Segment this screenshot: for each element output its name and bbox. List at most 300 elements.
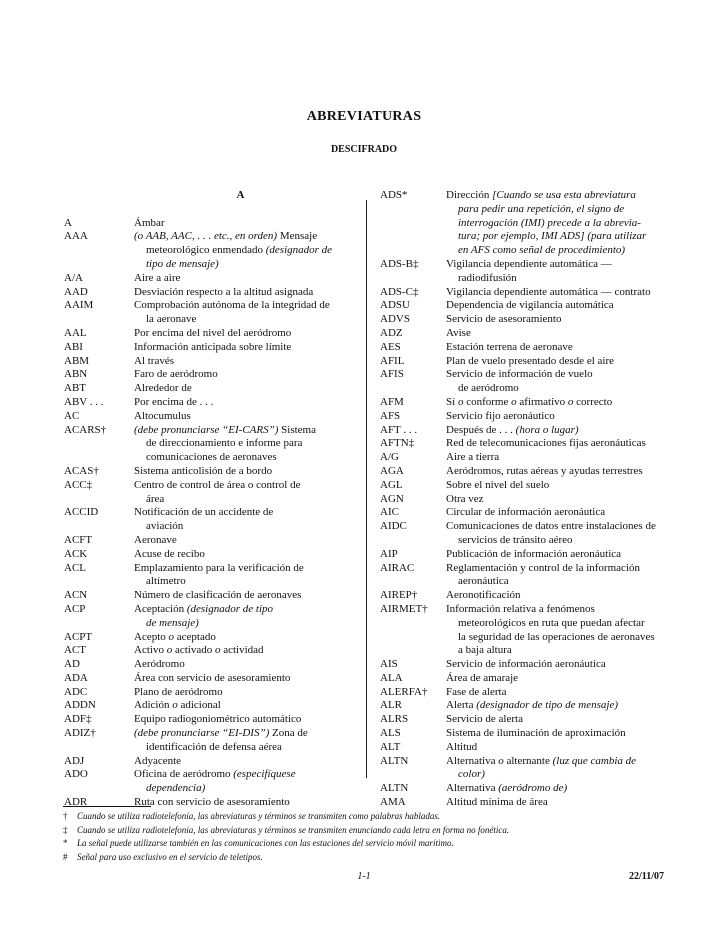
page-date: 22/11/07 [628,871,664,882]
italic-text: de mensaje) [146,616,199,629]
definition-line [446,617,665,631]
text: Ámbar [134,216,165,229]
abbreviation-term: ADC [64,685,88,698]
text: alternante [503,754,553,767]
abbreviation-term: ACN [64,589,88,602]
definition-line [446,575,665,589]
spacer [64,203,347,217]
abbreviation-definition [134,396,347,410]
definition-line [446,437,665,451]
definition-line [134,617,347,631]
abbreviation-entry [64,286,347,300]
text: Alrededor de [134,382,192,395]
definition-line [446,603,665,617]
italic-text: tipo de mensaje) [146,257,219,270]
definition-line [446,203,665,217]
abbreviation-definition [134,299,347,327]
abbreviation-definition [134,465,347,479]
abbreviation-definition [134,672,347,686]
definition-line [134,796,347,810]
page-number: 1-1 [357,871,371,882]
abbreviation-entry [64,299,347,327]
text: Faro de aeródromo [134,368,218,381]
footnote-text: La señal puede utilizarse también en las comunicaciones con las estaciones del servicio móvil marítimo. [77,838,454,848]
text: Equipo radiogoniométrico automático [134,713,302,726]
text: Dirección [446,189,493,201]
abbreviation-term: AC [64,409,80,422]
text: Aeronave [134,533,177,546]
abbreviation-entry [64,713,347,727]
abbreviation-definition [134,562,347,590]
text: Alternativa [446,782,499,795]
abbreviation-entry [380,410,665,424]
abbreviation-entry [380,672,665,686]
abbreviation-term: A [64,216,72,229]
text: altímetro [146,575,186,588]
text: Ruta con servicio de asesoramiento [134,796,290,809]
abbreviation-entry [64,603,347,631]
abbreviation-term: AGA [380,464,404,477]
text: Acepto [134,630,169,643]
definition-line [446,424,665,438]
text: la seguridad de las operaciones de aeronaves [458,630,655,643]
text: Servicio fijo aeronáutico [446,409,555,422]
definition-line [446,299,665,313]
abbreviation-entry [64,658,347,672]
abbreviation-entry [64,368,347,382]
abbreviation-entry [380,424,665,438]
definition-line [134,272,347,286]
definition-line [446,782,665,796]
text: aeronáutica [458,575,509,588]
abbreviation-definition [446,520,665,548]
italic-text: o [166,644,173,657]
text: Aire a aire [134,271,181,284]
abbreviation-term: AGN [380,492,404,505]
italic-text: o [511,395,517,408]
abbreviation-definition [446,493,665,507]
definition-line [446,796,665,810]
abbreviation-definition [134,686,347,700]
definition-line [134,713,347,727]
definition-line [446,244,665,258]
abbreviation-entry [380,396,665,410]
abbreviation-definition [134,506,347,534]
abbreviation-term: ALR [380,699,402,712]
text: adicional [177,699,221,712]
abbreviation-definition [446,699,665,713]
definition-line [134,741,347,755]
abbreviation-definition [446,299,665,313]
abbreviation-entry [64,796,347,810]
definition-line [446,631,665,645]
abbreviation-definition [446,562,665,590]
text: Zona de [269,727,308,740]
text: Sí [446,395,458,408]
definition-line [446,355,665,369]
definition-line [134,658,347,672]
abbreviation-term: AAD [64,285,88,298]
abbreviation-term: AFS [380,409,401,422]
abbreviation-definition [446,755,665,783]
text: Información relativa a fenómenos [446,602,595,615]
abbreviation-entry [64,562,347,590]
abbreviation-definition [446,796,665,810]
abbreviation-term: AFM [380,395,404,408]
text: Sistema de iluminación de aproximación [446,727,626,740]
abbreviation-entry [380,589,665,603]
page-title: ABREVIATURAS [306,109,422,124]
definition-line [446,410,665,424]
text: Número de clasificación de aeronaves [134,589,302,602]
abbreviation-entry [380,299,665,313]
italic-text: tura; por ejemplo, IMI ADS] (para utilizar [458,230,647,243]
text: Plan de vuelo presentado desde el aire [446,354,614,367]
abbreviation-term: AAIM [64,299,94,312]
definition-line [446,672,665,686]
abbreviation-term: ALRS [380,713,409,726]
abbreviation-definition [446,286,665,300]
abbreviation-definition [134,644,347,658]
abbreviation-definition [134,534,347,548]
text: Información anticipada sobre límite [134,340,292,353]
italic-text: dependencia) [146,782,206,795]
text: Comunicaciones de datos entre instalaciones de [446,520,656,533]
abbreviation-definition [134,368,347,382]
text: aviación [146,520,184,533]
definition-line [446,741,665,755]
abbreviation-term: AIRAC [380,561,415,574]
abbreviation-entry [64,396,347,410]
definition-line [134,589,347,603]
definition-line [134,727,347,741]
text: Por encima de . . . [134,395,214,408]
abbreviation-definition [134,272,347,286]
abbreviation-entry [64,382,347,396]
definition-line [446,230,665,244]
abbreviation-term: ADZ [380,326,403,339]
definition-line [134,644,347,658]
abbreviation-definition [134,355,347,369]
abbreviation-term: AAL [64,326,87,339]
abbreviation-term: ABI [64,340,83,353]
abbreviation-term: ALTN [380,782,409,795]
italic-text: (debe pronunciarse “EI-CARS”) [134,423,279,436]
abbreviation-definition [446,327,665,341]
italic-text: (hora o lugar) [515,423,579,436]
abbreviation-term: ALTN [380,754,409,767]
definition-line [446,520,665,534]
text: Acuse de recibo [134,547,205,560]
text: Altitud mínima de área [446,796,548,809]
text: Red de telecomunicaciones fijas aeronáuticas [446,437,646,450]
abbreviation-entry [380,603,665,658]
abbreviation-term: AAA [64,230,88,243]
definition-line [134,341,347,355]
abbreviation-entry [64,589,347,603]
definition-line [134,562,347,576]
footnote [63,851,683,865]
abbreviation-definition [446,465,665,479]
footnote [63,810,683,824]
abbreviation-term: AFT . . . [380,423,418,436]
abbreviation-definition [446,727,665,741]
text: Altitud [446,740,478,753]
abbreviation-term: ABN [64,368,88,381]
definition-line [446,272,665,286]
italic-text: o [457,395,464,408]
abbreviation-definition [134,424,347,465]
abbreviation-entry [64,755,347,769]
text: Fase de alerta [446,685,507,698]
text: servicios de tránsito aéreo [458,533,573,546]
text: conforme [463,395,512,408]
abbreviation-definition [134,796,347,810]
text: radiodifusión [458,271,517,284]
abbreviation-definition [446,782,665,796]
abbreviation-entry [380,506,665,520]
abbreviation-entry [64,272,347,286]
abbreviation-term: ACFT [64,533,93,546]
abbreviation-definition [134,631,347,645]
definition-line [134,603,347,617]
definition-line [134,465,347,479]
definition-line [134,327,347,341]
footnote-symbol: # [63,851,68,862]
text: Vigilancia dependiente automática — [446,257,612,270]
abbreviation-definition [446,603,665,658]
abbreviation-term: ADF‡ [64,713,92,726]
footnotes [63,810,683,864]
definition-line [446,189,665,203]
text: de aeródromo [458,382,519,395]
footnote-symbol: ‡ [63,824,68,835]
abbreviation-entry [380,368,665,396]
definition-line [446,658,665,672]
italic-text: o [498,754,504,767]
abbreviation-definition [446,341,665,355]
definition-line [134,258,347,272]
italic-text: interrogación (IMI) precede a la abrevia- [458,216,641,229]
abbreviation-definition [134,699,347,713]
text: Servicio de información de vuelo [446,368,593,381]
definition-line [446,562,665,576]
abbreviation-entry [380,782,665,796]
abbreviation-entry [380,189,665,258]
definition-line [446,755,665,769]
right-column [380,189,665,810]
definition-line [134,782,347,796]
abbreviation-term: ACC‡ [64,478,93,491]
abbreviation-term: AIP [380,547,398,560]
abbreviation-term: AIRMET† [380,602,428,615]
abbreviation-term: ADVS [380,313,410,326]
definition-line [446,465,665,479]
abbreviation-definition [446,479,665,493]
abbreviation-term: ACARS† [64,423,107,436]
definition-line [134,575,347,589]
definition-line [446,686,665,700]
abbreviation-term: ADJ [64,754,85,767]
definition-line [134,672,347,686]
definition-line [134,534,347,548]
text: Avise [446,326,471,339]
abbreviation-definition [134,382,347,396]
abbreviation-entry [380,493,665,507]
definition-line [446,217,665,231]
abbreviation-definition [134,727,347,755]
definition-line [134,686,347,700]
abbreviation-entry [64,548,347,562]
definition-line [134,244,347,258]
text: Notificación de un accidente de [134,506,274,519]
abbreviation-term: A/G [380,451,399,464]
abbreviation-entry [380,327,665,341]
text: Aeródromos, rutas aéreas y ayudas terrestres [446,464,643,477]
abbreviation-term: ALT [380,740,401,753]
abbreviation-entry [380,699,665,713]
definition-line [134,424,347,438]
abbreviation-term: A/A [64,271,83,284]
footnote-text: Señal para uso exclusivo en el servicio de teletipos. [77,851,263,862]
text: Emplazamiento para la verificación de [134,561,304,574]
text: Servicio de alerta [446,713,523,726]
abbreviation-term: ADDN [64,699,96,712]
text: Sistema anticolisión de a bordo [134,464,273,477]
definition-line [134,755,347,769]
italic-text: (designador de tipo de mensaje) [476,699,618,712]
abbreviation-definition [134,410,347,424]
abbreviation-entry [380,451,665,465]
abbreviation-definition [134,589,347,603]
text: meteorológicos en ruta que puedan afectar [458,616,645,629]
definition-line [134,520,347,534]
italic-text: (luz que cambia de [552,754,637,767]
abbreviation-definition [446,424,665,438]
definition-line [446,506,665,520]
italic-text: para pedir una repetición, el signo de [458,202,625,215]
text: Plano de aeródromo [134,685,223,698]
footnote-text: Cuando se utiliza radiotelefonía, las abreviaturas y términos se transmiten como palabras habladas. [77,811,441,821]
abbreviation-term: AFIL [380,354,405,367]
definition-line [134,382,347,396]
left-column [64,189,347,810]
footnote [63,824,683,838]
text: Área de amaraje [446,671,519,684]
abbreviation-term: ACCID [64,506,99,519]
abbreviation-term: ALA [380,671,403,684]
abbreviation-definition [134,479,347,507]
abbreviation-term: ALERFA† [380,685,428,698]
abbreviation-entry [64,230,347,271]
text: Comprobación autónoma de la integridad de [134,299,330,312]
italic-text: color) [458,768,485,781]
text: Mensaje [277,230,318,243]
abbreviation-term: AIDC [380,520,407,533]
text: Adyacente [134,754,182,767]
text: Estación terrena de aeronave [446,340,573,353]
abbreviation-entry [64,217,347,231]
abbreviation-entry [64,644,347,658]
abbreviation-term: ADS-C‡ [380,285,419,298]
abbreviation-definition [134,217,347,231]
definition-line [134,451,347,465]
abbreviation-entry [380,562,665,590]
definition-line [134,768,347,782]
definition-line [446,258,665,272]
abbreviation-entry [380,686,665,700]
abbreviation-term: AGL [380,478,403,491]
abbreviation-term: AIS [380,658,398,671]
abbreviation-definition [446,506,665,520]
text: Oficina de aeródromo [134,768,234,781]
abbreviation-entry [64,672,347,686]
abbreviation-entry [380,520,665,548]
abbreviation-definition [446,451,665,465]
abbreviation-entry [380,713,665,727]
text: área [146,492,165,505]
abbreviation-definition [134,286,347,300]
text: Sobre el nivel del suelo [446,478,550,491]
abbreviation-definition [134,327,347,341]
text: a baja altura [458,644,512,657]
text: Altocumulus [134,409,191,422]
definition-line [134,631,347,645]
text: activado [172,644,215,657]
footnote-symbol: † [63,811,68,821]
footnote-rule [63,806,151,807]
abbreviation-definition [446,589,665,603]
italic-text: (o AAB, AAC, . . . etc., en orden) [134,230,278,243]
abbreviation-definition [134,768,347,796]
text: Servicio de información aeronáutica [446,658,606,671]
text: Adición [134,699,173,712]
text: afirmativo [516,395,568,408]
abbreviation-term: ACPT [64,630,93,643]
abbreviation-entry [380,755,665,783]
abbreviation-entry [380,727,665,741]
text: Al través [134,354,175,367]
abbreviation-term: AIC [380,506,399,519]
abbreviation-definition [446,368,665,396]
definition-line [446,396,665,410]
abbreviation-definition [446,313,665,327]
abbreviation-term: ABV . . . [64,395,104,408]
abbreviation-definition [446,741,665,755]
abbreviation-entry [64,327,347,341]
definition-line [134,286,347,300]
abbreviation-definition [446,355,665,369]
abbreviation-term: AD [64,658,80,671]
abbreviation-entry [64,341,347,355]
abbreviation-entry [380,741,665,755]
right-entries [380,189,665,810]
abbreviation-entry [380,479,665,493]
page-subtitle: DESCIFRADO [330,144,398,155]
abbreviation-entry [64,479,347,507]
text: Área con servicio de asesoramiento [134,671,291,684]
abbreviation-entry [64,355,347,369]
definition-line [446,644,665,658]
abbreviation-entry [64,699,347,713]
abbreviation-entry [64,465,347,479]
text: la aeronave [146,313,197,326]
definition-line [134,396,347,410]
italic-text: (debe pronunciarse “EI-DIS”) [134,727,270,740]
text: Dependencia de vigilancia automática [446,299,614,312]
text: Servicio de asesoramiento [446,313,562,326]
text: aceptado [174,630,216,643]
